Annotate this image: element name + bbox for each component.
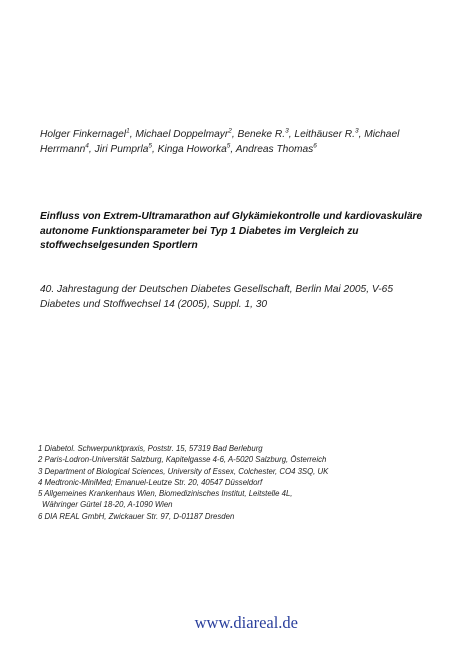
author: Jiri Pumprla$^5$, [94, 142, 158, 155]
citation [40, 283, 430, 312]
affiliation-item: 3 Department of Biological Sciences, University of Essex, Colchester, CO4 3SQ, UK [38, 466, 329, 476]
author: Michael Doppelmayr$^2$, [135, 127, 238, 140]
author: Beneke R.$^3$, [237, 127, 295, 140]
affiliation-item: 2 Paris-Lodron-Universität Salzburg, Kapitelgasse 4-6, A-5020 Salzburg, Österreich [38, 455, 327, 465]
citation-conference: 40. Jahrestagung der Deutschen Diabetes Gesellschaft, Berlin Mai 2005, V-65 [40, 284, 393, 295]
author: Kinga Howorka$^5$, [157, 142, 236, 155]
affiliation-list [38, 443, 438, 522]
affiliation-continuation: Währinger Gürtel 18-20, A-1090 Wien [42, 500, 173, 510]
author: Leithäuser R.$^3$, [294, 127, 365, 140]
affiliation-item: 6 DIA REAL GmbH, Zwickauer Str. 97, D-01187 Dresden [38, 511, 235, 521]
affiliation-item: 4 Medtronic-MiniMed; Emanuel-Leutze Str. 20, 40547 Düsseldorf [38, 477, 263, 487]
affiliation-item: 1 Diabetol. Schwerpunktpraxis, Poststr. 15, 57319 Bad Berleburg [38, 444, 263, 453]
website-link[interactable]: www.diareal.de [194, 613, 298, 632]
author: Andreas Thomas$^6$ [235, 142, 317, 155]
citation-journal: Diabetes und Stoffwechsel 14 (2005), Suppl. 1, 30 [40, 298, 268, 310]
affiliation-item [38, 488, 438, 511]
paper-title: Einfluss von Extrem-Ultramarathon auf Glykämiekontrolle und kardiovaskuläre autonome Funktionsparameter bei Typ 1 Diabetes im Vergleich zu stoffwechselgesunden Sportlern [40, 211, 423, 252]
author-list [40, 127, 420, 157]
author: Holger Finkernagel$^1$, [40, 127, 136, 140]
affiliation-line: 5 Allgemeines Krankenhaus Wien, Biomedizinisches Institut, Leitstelle 4L, [38, 489, 293, 499]
author: Michael Herrmann$^4$, [40, 129, 400, 155]
